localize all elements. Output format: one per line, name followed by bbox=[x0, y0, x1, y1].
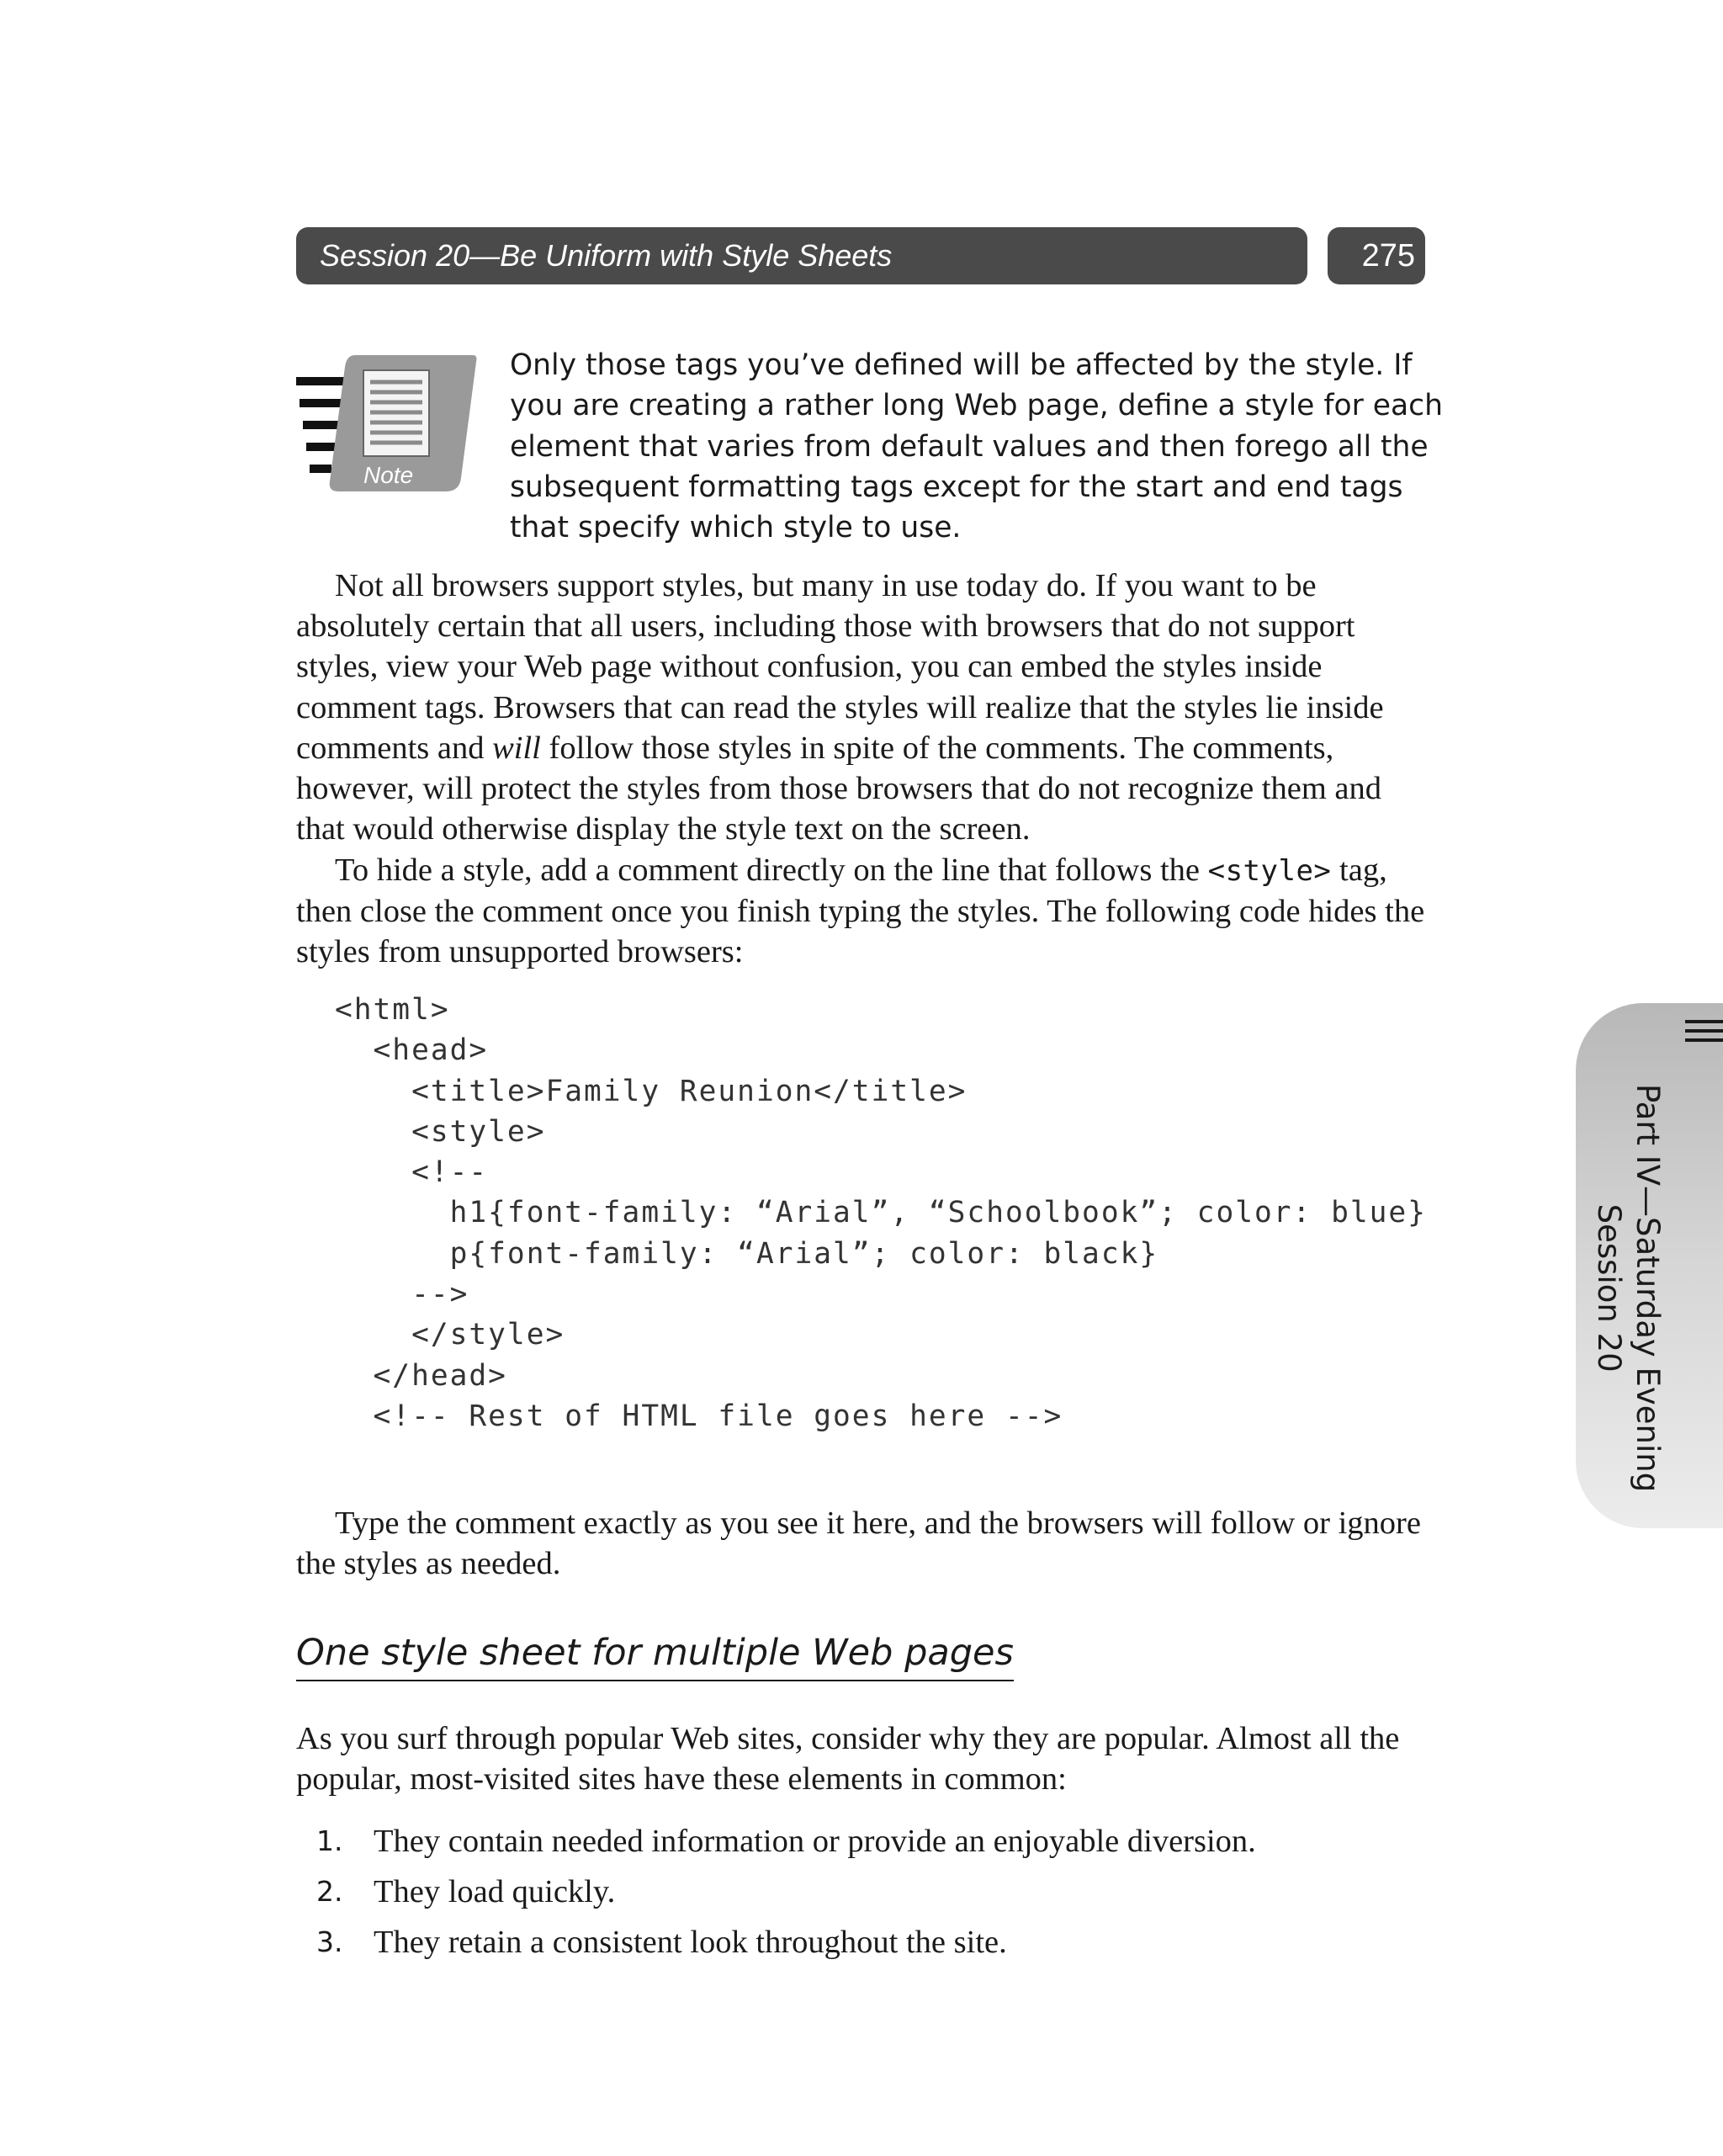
code-line: <!-- Rest of HTML file goes here --> bbox=[335, 1399, 1063, 1433]
section-heading: One style sheet for multiple Web pages bbox=[296, 1629, 1014, 1681]
code-line: p{font-family: “Arial”; color: black} bbox=[335, 1236, 1159, 1271]
page-number: 275 bbox=[1361, 238, 1415, 273]
code-line: h1{font-family: “Arial”, “Schoolbook”; color: blue} bbox=[335, 1196, 1427, 1230]
note-text: Only those tags you’ve defined will be affected by the style. If you are creating a rather long Web page, define a style for each element that varies from default values and then forego all the subsequent formatting tags except for the start and end tags that specify which style to use. bbox=[510, 348, 1443, 545]
code-line: <style> bbox=[335, 1114, 546, 1149]
header-title: Session 20—Be Uniform with Style Sheets bbox=[320, 238, 893, 273]
side-tab-part: Part IV—Saturday Evening bbox=[1630, 1084, 1666, 1493]
side-tab-text bbox=[1589, 1084, 1667, 1492]
page-number-box bbox=[1328, 227, 1425, 284]
list-number: 2. bbox=[316, 1875, 343, 1908]
inline-code: <style> bbox=[1207, 854, 1332, 888]
code-line: --> bbox=[335, 1277, 469, 1312]
list-text: They retain a consistent look throughout the site. bbox=[374, 1925, 1007, 1960]
code-line: </style> bbox=[335, 1318, 565, 1352]
paragraph-popular-sites: As you surf through popular Web sites, consider why they are popular. Almost all the popular, most-visited sites have these elements in common: bbox=[296, 1721, 1400, 1798]
code-line: <head> bbox=[335, 1033, 489, 1068]
running-header bbox=[296, 227, 1307, 284]
code-line: <html> bbox=[335, 993, 450, 1027]
list-number: 3. bbox=[316, 1925, 343, 1958]
paragraph-type-comment: Type the comment exactly as you see it here, and the browsers will follow or ignore the styles as needed. bbox=[296, 1505, 1421, 1582]
side-tab-session: Session 20 bbox=[1591, 1203, 1627, 1373]
tab-lines-decoration bbox=[1685, 1020, 1723, 1048]
code-line: <!-- bbox=[335, 1155, 489, 1190]
paragraph-hide-style: To hide a style, add a comment directly on the line that follows the <style> tag, then close the comment once you finish typing the styles. The following code hides the styles from unsupported browsers: bbox=[296, 852, 1425, 970]
code-listing bbox=[335, 990, 1427, 1436]
paragraph-styles-support: Not all browsers support styles, but many in use today do. If you want to be absolutely certain that all users, including those with browsers that do not support styles, view your Web page without confusion, you can embed the styles inside comment tags. Browsers that can read the styles will realize that the styles lie inside comments and will follow those styles in spite of the comments. The comments, however, will protect the styles from those browsers that do not recognize them and that would otherwise display the style text on the screen. bbox=[296, 568, 1384, 847]
code-line: </head> bbox=[335, 1358, 507, 1393]
note-label: Note bbox=[363, 462, 414, 488]
list-text: They contain needed information or provide an enjoyable diversion. bbox=[374, 1824, 1256, 1859]
list-text: They load quickly. bbox=[374, 1874, 616, 1909]
note-icon bbox=[296, 352, 481, 495]
side-thumb-tab bbox=[1576, 1003, 1723, 1528]
code-line: <title>Family Reunion</title> bbox=[335, 1074, 968, 1108]
list-number: 1. bbox=[316, 1824, 343, 1857]
